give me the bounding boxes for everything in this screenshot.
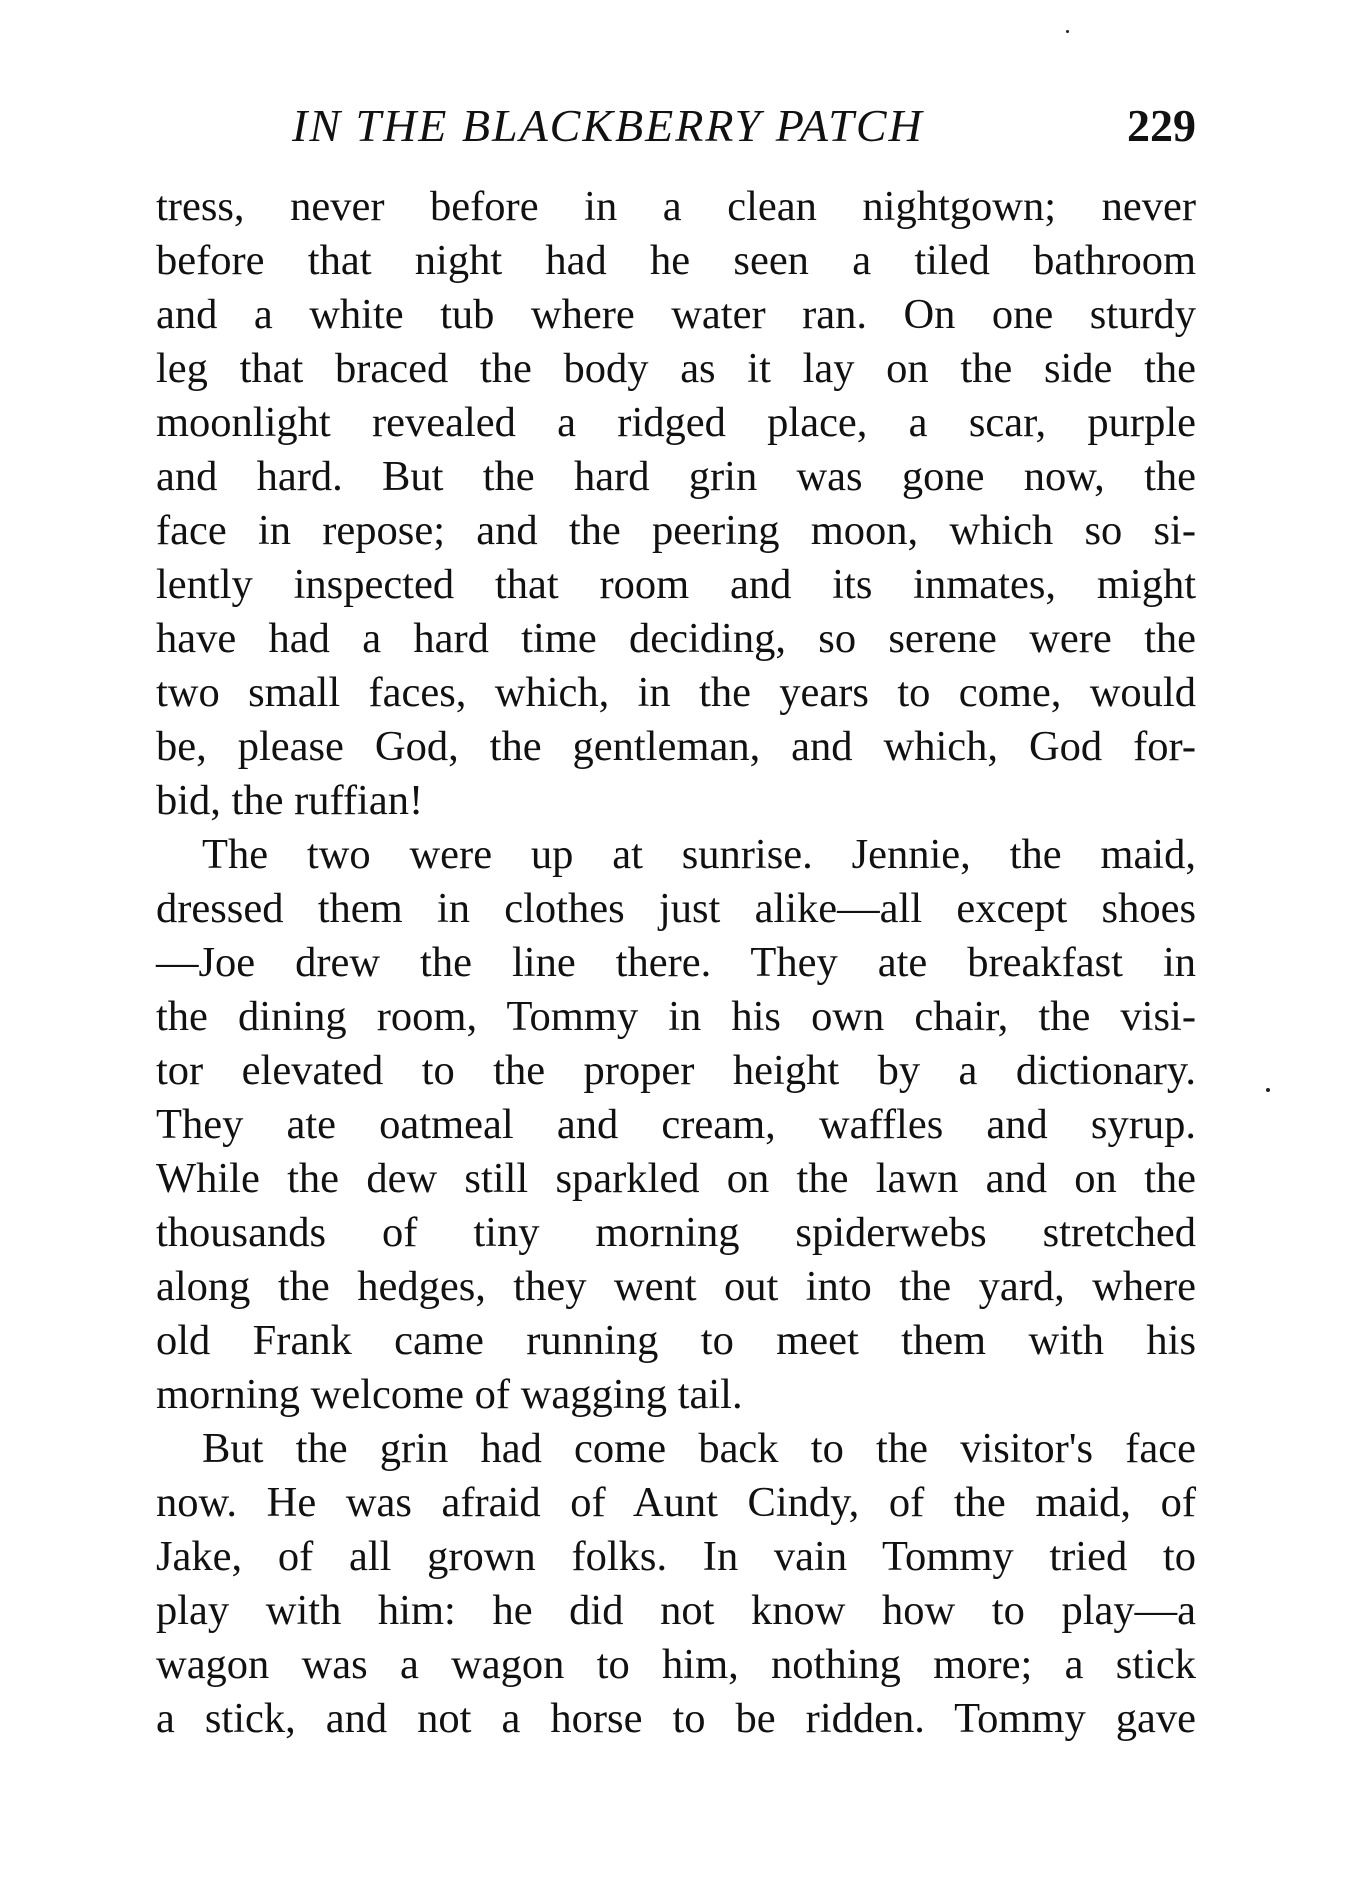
text-line: a stick, and not a horse to be ridden. Tommy gave — [156, 1695, 1196, 1742]
scan-speck — [1266, 1088, 1270, 1092]
paragraph — [156, 180, 1196, 828]
text-line: and hard. But the hard grin was gone now, the — [156, 453, 1196, 500]
text-line: —Joe drew the line there. They ate breakfast in — [156, 939, 1196, 986]
text-line: lently inspected that room and its inmates, might — [156, 561, 1196, 608]
text-line: along the hedges, they went out into the yard, where — [156, 1263, 1196, 1310]
text-line: They ate oatmeal and cream, waffles and syrup. — [156, 1101, 1196, 1148]
text-line: tress, never before in a clean nightgown; never — [156, 183, 1196, 230]
text-line: now. He was afraid of Aunt Cindy, of the maid, of — [156, 1479, 1196, 1526]
text-line: But the grin had come back to the visitor's face — [202, 1425, 1196, 1472]
scan-speck — [1066, 30, 1069, 33]
text-line: be, please God, the gentleman, and which, God for- — [156, 723, 1196, 770]
text-line: old Frank came running to meet them with his — [156, 1317, 1196, 1364]
text-line: morning welcome of wagging tail. — [156, 1371, 743, 1418]
running-title: IN THE BLACKBERRY PATCH — [292, 100, 924, 151]
text-line: leg that braced the body as it lay on the side the — [156, 345, 1196, 392]
text-line: moonlight revealed a ridged place, a scar, purple — [156, 399, 1196, 446]
text-line: thousands of tiny morning spiderwebs stretched — [156, 1209, 1196, 1256]
running-head — [156, 96, 1196, 156]
text-line: have had a hard time deciding, so serene were the — [156, 615, 1196, 662]
page-number: 229 — [1127, 100, 1196, 151]
paragraph — [156, 1422, 1196, 1746]
text-line: The two were up at sunrise. Jennie, the maid, — [202, 831, 1196, 878]
text-line: before that night had he seen a tiled bathroom — [156, 237, 1196, 284]
paragraph — [156, 828, 1196, 1422]
text-line: face in repose; and the peering moon, which so si- — [156, 507, 1196, 554]
text-line: bid, the ruffian! — [156, 777, 424, 824]
text-line: the dining room, Tommy in his own chair, the visi- — [156, 993, 1196, 1040]
text-line: tor elevated to the proper height by a dictionary. — [156, 1047, 1196, 1094]
text-line: two small faces, which, in the years to come, would — [156, 669, 1196, 716]
text-line: dressed them in clothes just alike—all except shoes — [156, 885, 1196, 932]
text-line: While the dew still sparkled on the lawn and on the — [156, 1155, 1196, 1202]
text-line: Jake, of all grown folks. In vain Tommy tried to — [156, 1533, 1196, 1580]
text-line: and a white tub where water ran. On one sturdy — [156, 291, 1196, 338]
text-line: play with him: he did not know how to play—a — [156, 1587, 1196, 1634]
text-line: wagon was a wagon to him, nothing more; a stick — [156, 1641, 1196, 1688]
body-text — [156, 180, 1196, 1746]
